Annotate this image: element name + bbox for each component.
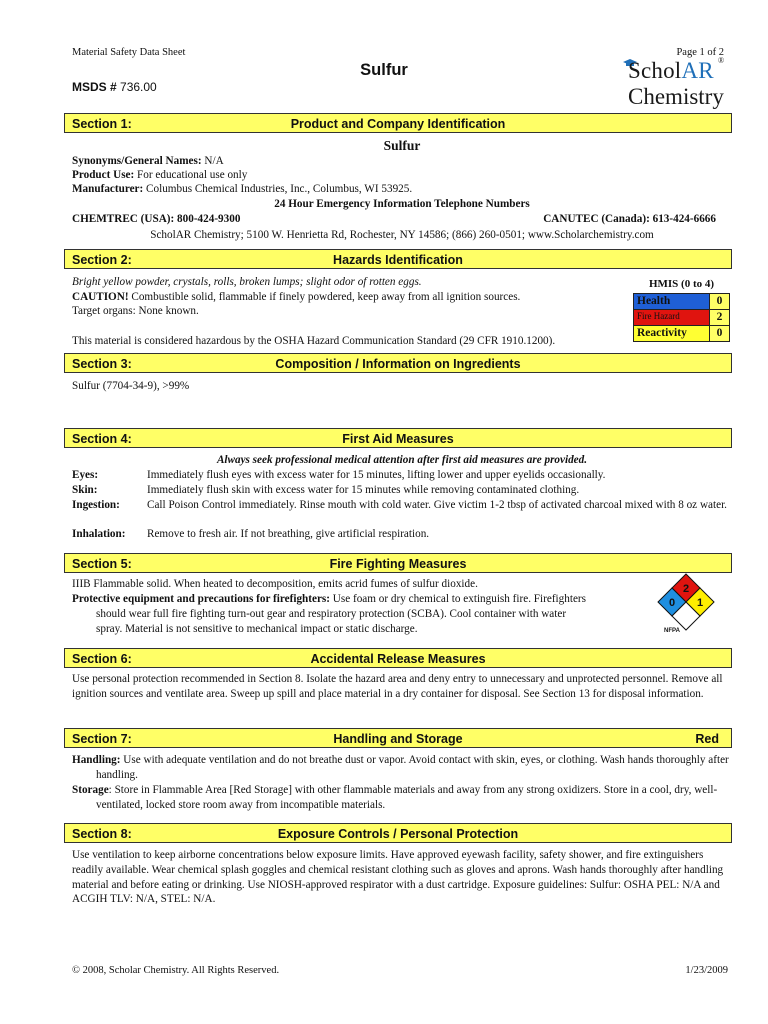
handling-value: Use with adequate ventilation and do not breathe dust or vapor. Avoid contact with skin, eyes, or clothing. Wash hands thoroughly after handling. bbox=[96, 754, 729, 781]
hazard-description: Bright yellow powder, crystals, rolls, broken lumps; slight odor of rotten eggs. bbox=[72, 276, 422, 288]
msds-number bbox=[72, 80, 157, 96]
osha-statement: This material is considered hazardous by the OSHA Hazard Communication Standard (29 CFR 1910.1200). bbox=[72, 335, 556, 347]
first-aid-text: Immediately flush eyes with excess water for 15 minutes, lifting lower and upper eyelids occasionally. bbox=[147, 469, 606, 481]
section-title: Product and Company Identification bbox=[290, 117, 506, 131]
fire-classification: IIIB Flammable solid. When heated to decomposition, emits acrid fumes of sulfur dioxide. bbox=[72, 578, 478, 590]
page-indicator: Page 1 of 2 bbox=[676, 47, 724, 58]
section-number: Section 3: bbox=[72, 357, 132, 371]
nfpa-label: NFPA bbox=[664, 628, 680, 634]
hmis-title: HMIS (0 to 4) bbox=[648, 278, 715, 290]
section-number: Section 2: bbox=[72, 253, 132, 267]
section-1-header bbox=[64, 113, 732, 133]
first-aid-text: Call Poison Control immediately. Rinse mouth with cold water. Give victim 1-2 tbsp of activated charcoal mixed with 8 oz water. bbox=[147, 499, 727, 511]
storage-color-code: Red bbox=[695, 732, 719, 746]
hmis-value: 0 bbox=[710, 293, 730, 309]
firefighter-precautions bbox=[72, 592, 592, 636]
first-aid-text: Immediately flush skin with excess water for 15 minutes while removing contaminated clothing. bbox=[147, 484, 580, 496]
hmis-table bbox=[633, 293, 730, 343]
company-address: ScholAR Chemistry; 5100 W. Henrietta Rd, Rochester, NY 14586; (866) 260-0501; www.Scholarchemistry.com bbox=[150, 229, 654, 241]
manufacturer-line bbox=[72, 182, 732, 197]
storage-value: : Store in Flammable Area [Red Storage] with other flammable materials and away from any strong oxidizers. Store in a cool, dry, well-ventilated, locked store room away from incompatible materials. bbox=[96, 784, 718, 811]
scholar-chemistry-logo bbox=[622, 56, 740, 112]
hmis-label: Fire Hazard bbox=[634, 309, 710, 325]
first-aid-skin bbox=[72, 483, 732, 498]
synonyms-label: Synonyms/General Names: bbox=[72, 155, 202, 167]
first-aid-eyes bbox=[72, 468, 732, 483]
manufacturer-label: Manufacturer: bbox=[72, 183, 144, 195]
manufacturer-value: Columbus Chemical Industries, Inc., Columbus, WI 53925. bbox=[146, 183, 413, 195]
target-organs: Target organs: None known. bbox=[72, 305, 199, 317]
document-date: 1/23/2009 bbox=[685, 965, 728, 976]
section-title: Handling and Storage bbox=[333, 732, 463, 746]
section-6-header bbox=[64, 648, 732, 668]
first-aid-label: Ingestion: bbox=[72, 499, 120, 511]
nfpa-reactivity-value: 1 bbox=[696, 597, 704, 609]
msds-label: MSDS # bbox=[72, 80, 117, 94]
first-aid-label: Skin: bbox=[72, 484, 98, 496]
hmis-label: Health bbox=[634, 293, 710, 309]
caution-text: Combustible solid, flammable if finely powdered, keep away from all ignition sources. bbox=[131, 291, 521, 303]
nfpa-diamond-icon bbox=[654, 572, 718, 636]
firefighter-text: Use foam or dry chemical to extinguish fire. Firefighters should wear full fire fighting turn-out gear and respiratory protection (SCBA). Cool container with water spray. Material is not sensitive to mechanical impact or static discharge. bbox=[96, 593, 586, 635]
hmis-row-health bbox=[634, 293, 730, 309]
storage-label: Storage bbox=[72, 784, 109, 796]
caution-line bbox=[72, 290, 622, 305]
section-title: Composition / Information on Ingredients bbox=[275, 357, 521, 371]
hmis-rating-box bbox=[633, 277, 730, 342]
section-5-header bbox=[64, 553, 732, 573]
section-title: Hazards Identification bbox=[333, 253, 463, 267]
caution-label: CAUTION! bbox=[72, 291, 129, 303]
section-number: Section 7: bbox=[72, 732, 132, 746]
section-title: First Aid Measures bbox=[342, 432, 454, 446]
handling-text bbox=[72, 753, 732, 783]
chemtrec-number: CHEMTREC (USA): 800-424-9300 bbox=[72, 213, 241, 225]
canutec-number: CANUTEC (Canada): 613-424-6666 bbox=[543, 213, 716, 225]
section-number: Section 1: bbox=[72, 117, 132, 131]
composition-text: Sulfur (7704-34-9), >99% bbox=[72, 380, 190, 392]
section-number: Section 6: bbox=[72, 652, 132, 666]
section-title: Fire Fighting Measures bbox=[329, 557, 467, 571]
release-measures-text: Use personal protection recommended in Section 8. Isolate the hazard area and deny entry to unnecessary and unprotected personnel. Remove all ignition sources and ventilate area. Sweep up spill and place material in a dry container for disposal. See Section 13 for disposal information. bbox=[72, 673, 723, 700]
product-use-line bbox=[72, 168, 732, 183]
section-number: Section 8: bbox=[72, 827, 132, 841]
product-use-label: Product Use: bbox=[72, 169, 135, 181]
first-aid-label: Inhalation: bbox=[72, 528, 126, 540]
hmis-value: 2 bbox=[710, 309, 730, 325]
hmis-row-reactivity bbox=[634, 325, 730, 341]
nfpa-fire-value: 2 bbox=[682, 583, 690, 595]
logo-text-ar: AR bbox=[681, 58, 714, 83]
copyright: © 2008, Scholar Chemistry. All Rights Reserved. bbox=[72, 965, 280, 976]
firefighter-label: Protective equipment and precautions for firefighters: bbox=[72, 593, 330, 605]
section-title: Exposure Controls / Personal Protection bbox=[277, 827, 519, 841]
first-aid-ingestion bbox=[72, 498, 732, 513]
logo-trademark: ® bbox=[718, 56, 725, 65]
hmis-value: 0 bbox=[710, 325, 730, 341]
first-aid-note: Always seek professional medical attention after first aid measures are provided. bbox=[216, 454, 588, 466]
exposure-controls-text: Use ventilation to keep airborne concentrations below exposure limits. Have approved eyewash facility, safety shower, and fire extinguishers readily available. Wear chemical splash goggles and chemical resistant clothing such as gloves and aprons. Wash hands thoroughly after handling material and before eating or drinking. Use NIOSH-approved respirator with a dust cartridge. Exposure guidelines: Sulfur: OSHA PEL: N/A and ACGIH TLV: N/A, STEL: N/A. bbox=[72, 849, 724, 906]
handling-label: Handling: bbox=[72, 754, 121, 766]
section-4-header bbox=[64, 428, 732, 448]
section-7-header bbox=[64, 728, 732, 748]
product-name: Sulfur bbox=[383, 138, 421, 153]
storage-text bbox=[72, 783, 732, 813]
section-number: Section 4: bbox=[72, 432, 132, 446]
section-8-header bbox=[64, 823, 732, 843]
product-use-value: For educational use only bbox=[137, 169, 248, 181]
section-number: Section 5: bbox=[72, 557, 132, 571]
hmis-label: Reactivity bbox=[634, 325, 710, 341]
synonyms-line bbox=[72, 154, 732, 169]
logo-text-schol: Schol bbox=[628, 58, 682, 83]
hmis-row-fire bbox=[634, 309, 730, 325]
page-title: Sulfur bbox=[360, 61, 408, 79]
section-2-header bbox=[64, 249, 732, 269]
first-aid-inhalation bbox=[72, 527, 732, 542]
first-aid-label: Eyes: bbox=[72, 469, 99, 481]
logo-text-chemistry: Chemistry bbox=[628, 84, 724, 109]
first-aid-text: Remove to fresh air. If not breathing, give artificial respiration. bbox=[147, 528, 430, 540]
section-3-header bbox=[64, 353, 732, 373]
emergency-heading: 24 Hour Emergency Information Telephone Numbers bbox=[274, 198, 530, 210]
document-type: Material Safety Data Sheet bbox=[72, 47, 186, 58]
nfpa-health-value: 0 bbox=[668, 597, 676, 609]
section-title: Accidental Release Measures bbox=[310, 652, 486, 666]
msds-value: 736.00 bbox=[120, 80, 157, 94]
synonyms-value: N/A bbox=[204, 155, 224, 167]
